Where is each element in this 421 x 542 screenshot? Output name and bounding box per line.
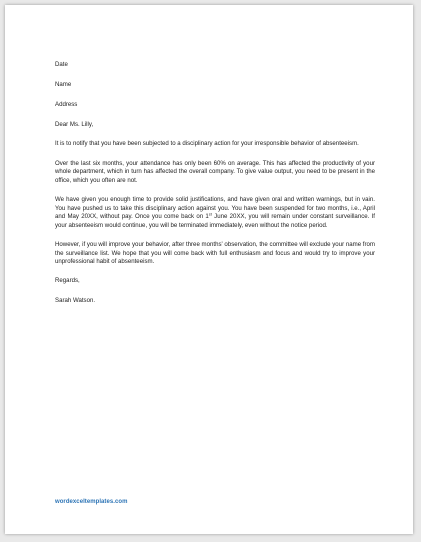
paragraph-suspension-part-2: June 20XX, you will remain under constant surveillance. If your absenteeism would continue, you will be terminated immediately, even without the notice period. — [55, 213, 375, 229]
paragraph-suspension-part-1: We have given you enough time to provide solid justifications, and have given oral and written warnings, but in vain. You have pushed us to take this disciplinary action against you. You have been suspended for two months, i.e., April and May 20XX, without pay. Once you come back on 1 — [55, 196, 375, 221]
recipient-address: Address — [55, 101, 78, 109]
signature: Sarah Watson. — [55, 296, 96, 304]
recipient-name: Name — [55, 81, 72, 89]
salutation: Dear Ms. Lilly, — [55, 121, 94, 129]
document-page — [5, 5, 413, 534]
paragraph-improvement: However, if you will improve your behavior, after three months' observation, the committee will exclude your name from the surveillance list. We hope that you will come back with full enthusiasm and focus and would try to improve your unprofessional habit of absenteeism. — [55, 241, 375, 266]
date-line: Date — [55, 61, 68, 68]
closing: Regards, — [55, 277, 80, 285]
letter-body — [55, 61, 375, 316]
paragraph-suspension — [55, 196, 375, 230]
website-link[interactable]: wordexceltemplates.com — [55, 499, 128, 505]
paragraph-notification: It is to notify that you have been subjected to a disciplinary action for your irresponsible behavior of absenteeism. — [55, 140, 359, 148]
ordinal-suffix: st — [208, 211, 212, 217]
paragraph-attendance: Over the last six months, your attendance has only been 60% on average. This has affected the productivity of your whole department, which in turn has affected the overall company. To give value output, you need to be present in the office, which you often are not. — [55, 159, 375, 184]
